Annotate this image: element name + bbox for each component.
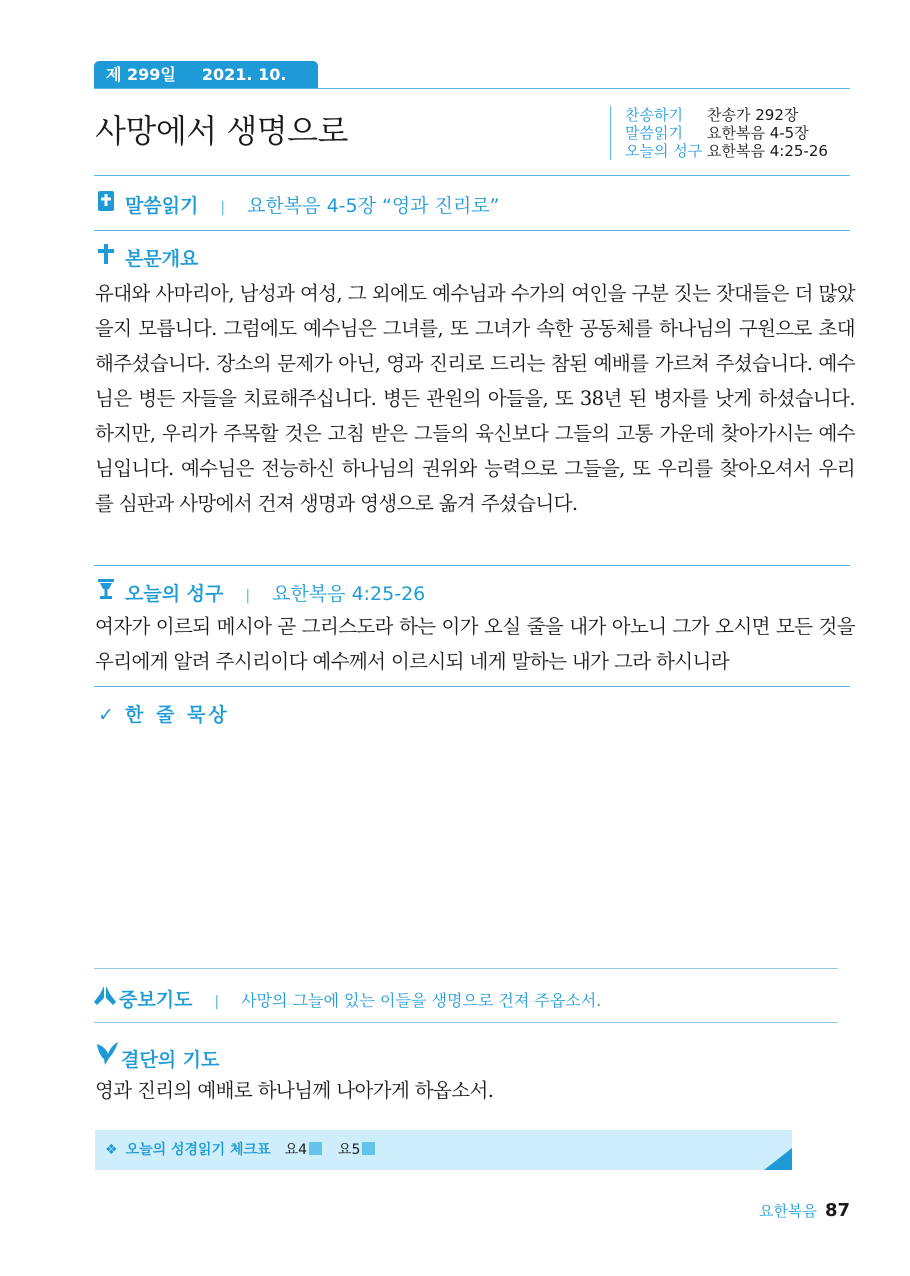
meta-box: [610, 106, 828, 160]
summary-text: 유대와 사마리아, 남성과 여성, 그 외에도 예수님과 수가의 여인을 구분 짓는 잣대들은 더 많았을지 모릅니다. 그럼에도 예수님은 그녀를, 또 그녀가 속한 공동체를 하나님의 구원으로 초대해주셨습니다. 장소의 문제가 아닌, 영과 진리로 드리는 참된 예배를 가르쳐 주셨습니다. 예수님은 병든 자들을 치료해주십니다. 병든 관원의 아들을, 또 38년 된 병자를 낫게 하셨습니다. 하지만, 우리가 주목할 것은 고침 받은 그들의 육신보다 그들의 고통 가운데 찾아가시는 예수님입니다. 예수님은 전능하신 하나님의 권위와 능력으로 그들을, 또 우리를 찾아오셔서 우리를 심판과 사망에서 건져 생명과 영생으로 옮겨 주셨습니다.: [95, 282, 855, 515]
meditation-write-area[interactable]: [95, 735, 840, 960]
praying-hands-icon: [93, 984, 115, 1011]
resolution-text: 영과 진리의 예배로 하나님께 나아가게 하옵소서.: [95, 1079, 494, 1102]
meta-row-verse: 오늘의 성구 요한복음 4:25-26: [625, 142, 828, 160]
page-footer: [759, 1200, 850, 1221]
intercession-text: 사망의 그늘에 있는 이들을 생명으로 건져 주옵소서.: [241, 991, 602, 1010]
diamond-icon: ❖: [105, 1142, 118, 1158]
date-label: 2021. 10. 26. 화: [106, 65, 287, 111]
checkbox[interactable]: [309, 1142, 322, 1155]
resolution-label: 결단의 기도: [121, 1049, 220, 1071]
page-number: 87: [824, 1200, 850, 1221]
meta-row-reading: 말씀읽기 요한복음 4-5장: [625, 124, 809, 142]
reading-checklist: [95, 1130, 792, 1170]
rule-5: [94, 968, 838, 969]
reading-ref: 요한복음 4-5장 “영과 진리로”: [247, 195, 500, 217]
chalice-icon: [95, 578, 117, 605]
summary-heading: [95, 243, 198, 271]
meta-row-hymn: 찬송하기 찬송가 292장: [625, 106, 799, 124]
reading-label: 말씀읽기: [125, 195, 199, 217]
intercession-heading: [93, 984, 601, 1012]
verse-text: 여자가 이르되 메시아 곧 그리스도라 하는 이가 오실 줄을 내가 아노니 그가 오시면 모든 것을 우리에게 알려 주시리이다 예수께서 이르시되 네게 말하는 내가 그라 하시니라: [95, 615, 855, 673]
rule-4: [94, 686, 850, 687]
verse-heading: [95, 578, 425, 606]
dove-icon: [95, 1040, 117, 1071]
day-label: 제 299일: [106, 65, 176, 84]
date-tab: [94, 61, 318, 111]
check-item-2[interactable]: 요5: [338, 1142, 375, 1158]
page-corner: [764, 1148, 792, 1170]
separator: |: [220, 200, 226, 216]
separator: |: [245, 588, 251, 604]
cross-icon: [95, 243, 117, 270]
footer-book: 요한복음: [758, 1202, 817, 1220]
intercession-label: 중보기도: [119, 989, 193, 1011]
checkbox[interactable]: [362, 1142, 375, 1155]
check-item-1[interactable]: 요4: [285, 1142, 322, 1158]
verse-label: 오늘의 성구: [125, 583, 224, 605]
summary-label: 본문개요: [125, 248, 199, 270]
reading-heading: [95, 190, 500, 218]
bible-icon: [95, 190, 117, 217]
rule-3: [94, 565, 850, 566]
meditation-label: 한 줄 묵상: [125, 704, 230, 726]
page-title: 사망에서 생명으로: [95, 112, 348, 150]
meditation-heading: [95, 700, 230, 727]
verse-ref: 요한복음 4:25-26: [272, 583, 426, 605]
separator: |: [214, 994, 220, 1010]
checklist-label: 오늘의 성경읽기 체크표: [125, 1142, 271, 1158]
check-icon: ✓: [98, 704, 114, 726]
rule-6: [94, 1022, 838, 1023]
resolution-heading: [95, 1040, 219, 1072]
rule-2: [94, 230, 850, 231]
top-rule: [94, 88, 850, 89]
rule-1: [94, 175, 850, 176]
